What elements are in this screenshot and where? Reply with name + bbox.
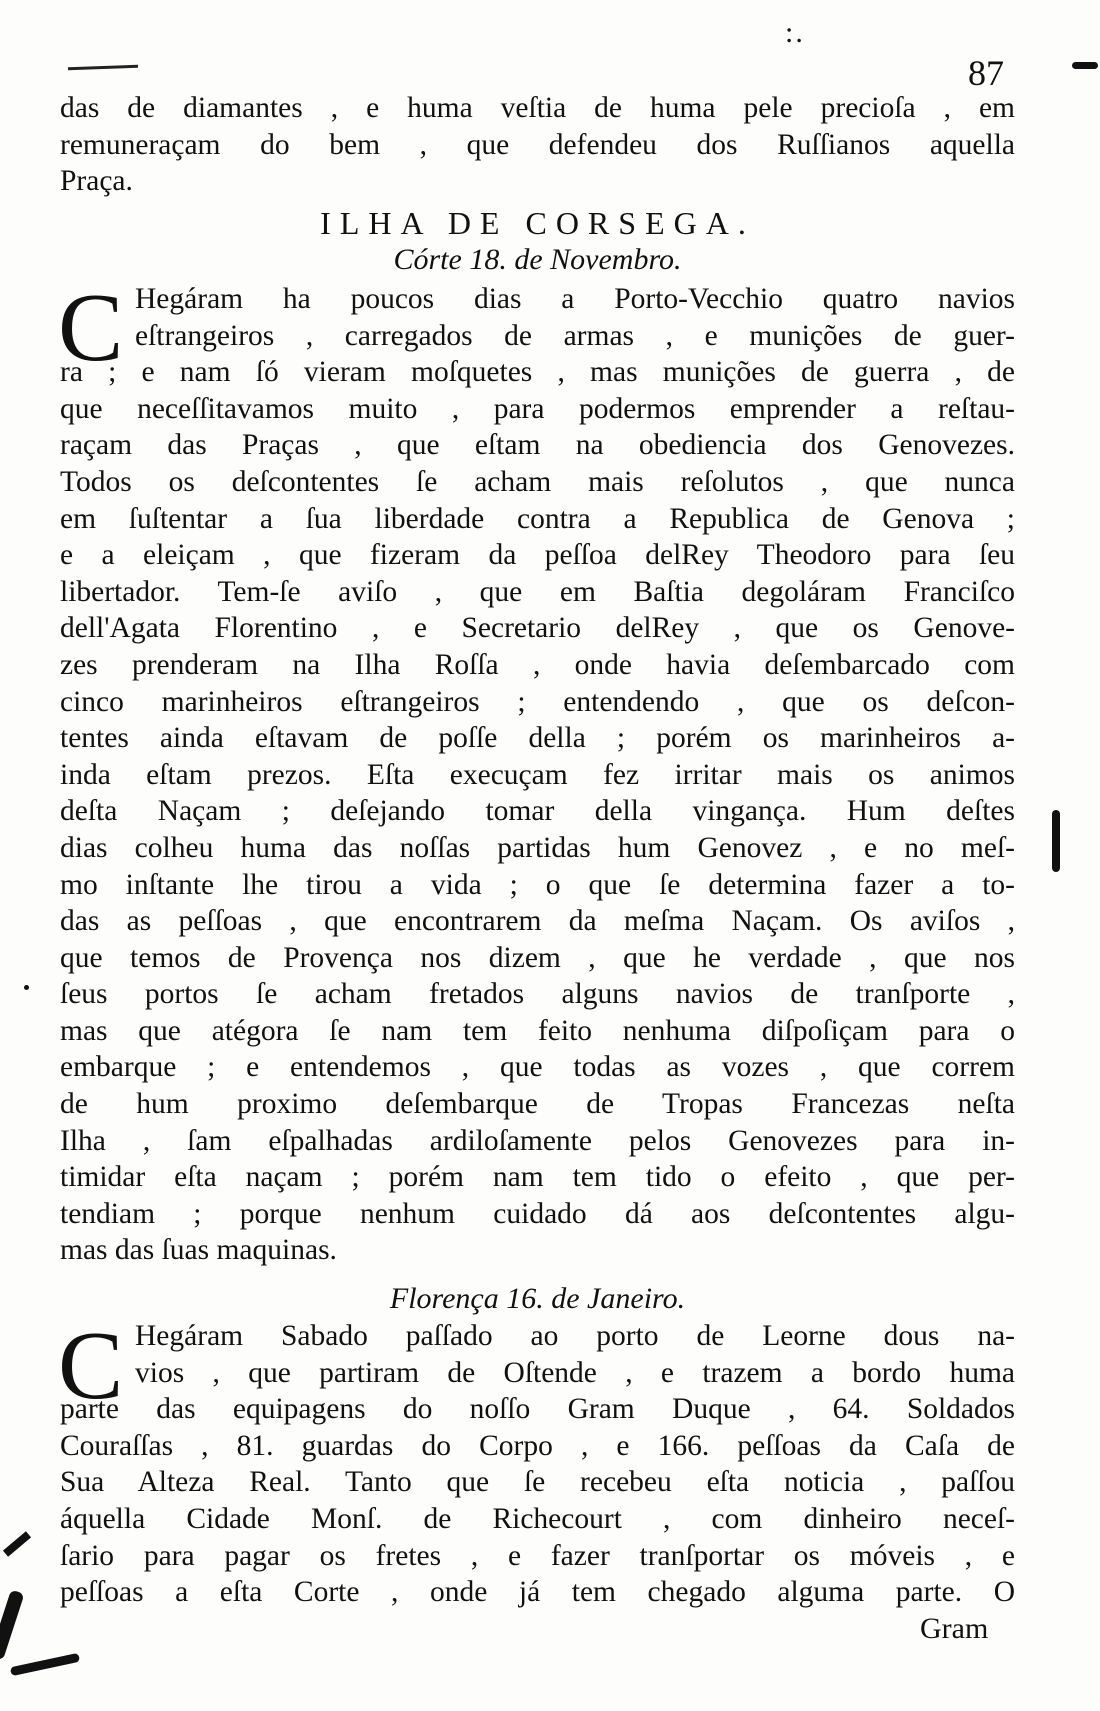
catchword: Gram bbox=[920, 1612, 989, 1645]
text-line: libertador. Tem-ſe aviſo , que em Baſtia degoláram Franciſco bbox=[60, 575, 1015, 608]
text-line: tentes ainda eſtavam de poſſe della ; porém os marinheiros a- bbox=[60, 722, 1015, 755]
text-line: Hegáram Sabado paſſado ao porto de Leorne dous na- bbox=[135, 1320, 1015, 1352]
text-line: parte das equipagens do noſſo Gram Duque , 64. Soldados bbox=[60, 1393, 1015, 1426]
text-line: mas que atégora ſe nam tem feito nenhuma diſpoſiçam para o bbox=[60, 1014, 1015, 1047]
article-corsega bbox=[58, 274, 1015, 1269]
dateline-florenca: Florença 16. de Janeiro. bbox=[389, 1282, 686, 1315]
text-line: ſario para pagar os fretes , e fazer tranſportar os móveis , e bbox=[60, 1539, 1015, 1572]
dropcap-1: C bbox=[58, 274, 124, 382]
text-line: zes prenderam na Ilha Roſſa , onde havia deſembarcado com bbox=[60, 648, 1015, 681]
text-line: ſeus portos ſe acham fretados alguns navios de tranſporte , bbox=[60, 978, 1015, 1011]
text-line: Todos os deſcontentes ſe acham mais reſolutos , que nunca bbox=[60, 465, 1015, 498]
text-line: cinco marinheiros eſtrangeiros ; entendendo , que os deſcon- bbox=[60, 685, 1015, 718]
intro-paragraph bbox=[60, 90, 1015, 200]
text-line: que temos de Provença nos dizem , que he verdade , que nos bbox=[60, 941, 1015, 974]
text-line: Couraſſas , 81. guardas do Corpo , e 166. peſſoas da Caſa de bbox=[60, 1429, 1015, 1462]
text-line: em ſuſtentar a ſua liberdade contra a Republica de Genova ; bbox=[60, 502, 1015, 535]
text-line: raçam das Praças , que eſtam na obediencia dos Genovezes. bbox=[60, 429, 1015, 462]
text-line: tendiam ; porque nenhum cuidado dá aos deſcontentes algu- bbox=[60, 1197, 1015, 1230]
ink-blot-left-1 bbox=[3, 1531, 31, 1556]
text-line: ra ; e nam ſó vieram moſquetes , mas munições de guerra , de bbox=[60, 356, 1015, 389]
text-line: eſtrangeiros , carregados de armas , e munições de guer- bbox=[135, 319, 1015, 352]
text-line: que neceſſitavamos muito , para podermos emprender a reſtau- bbox=[60, 392, 1015, 425]
text-line: inda eſtam prezos. Eſta execuçam fez irritar mais os animos bbox=[60, 758, 1015, 791]
ink-dash-left bbox=[68, 65, 138, 70]
text-line: Sua Alteza Real. Tanto que ſe recebeu eſta noticia , paſſou bbox=[60, 1466, 1015, 1499]
text-line: Praça. bbox=[60, 165, 133, 198]
text-line: das de diamantes , e huma veſtia de huma pele precioſa , em bbox=[60, 92, 1015, 124]
text-line: peſſoas a eſta Corte , onde já tem chegado alguma parte. O bbox=[60, 1576, 1015, 1609]
text-line: vios , que partiram de Oſtende , e trazem a bordo huma bbox=[135, 1356, 1015, 1389]
ink-blot-left-3 bbox=[10, 1653, 80, 1676]
text-line: Ilha , ſam eſpalhadas ardiloſamente pelos Genovezes para in- bbox=[60, 1124, 1015, 1157]
text-line: deſta Naçam ; deſejando tomar della vingança. Hum deſtes bbox=[60, 795, 1015, 828]
ink-blot-left-2 bbox=[0, 1590, 24, 1661]
text-line: de hum proximo deſembarque de Tropas Francezas neſta bbox=[60, 1088, 1015, 1121]
text-line: dias colheu huma das noſſas partidas hum Genovez , e no meſ- bbox=[60, 831, 1015, 864]
ink-dash-right bbox=[1072, 62, 1098, 69]
page-number: 87 bbox=[968, 53, 1004, 93]
text-line: Hegáram ha poucos dias a Porto-Vecchio quatro navios bbox=[135, 283, 1015, 315]
text-line: das as peſſoas , que encontrarem da meſma Naçam. Os aviſos , bbox=[60, 905, 1015, 938]
ink-blot-right bbox=[1052, 810, 1060, 872]
text-line: dell'Agata Florentino , e Secretario delRey , que os Genove- bbox=[60, 612, 1015, 645]
dropcap-2: C bbox=[58, 1312, 124, 1420]
text-line: remuneraçam do bem , que defendeu dos Ruſſianos aquella bbox=[60, 128, 1015, 161]
article-florenca bbox=[58, 1312, 1015, 1611]
text-line: embarque ; e entendemos , que todas as vozes , que correm bbox=[60, 1051, 1015, 1084]
text-line: mas das ſuas maquinas. bbox=[60, 1234, 337, 1267]
section-heading-corsega: ILHA DE CORSEGA. bbox=[320, 205, 755, 241]
top-marks: :. bbox=[785, 16, 805, 49]
text-line: timidar eſta naçam ; porém nam tem tido o efeito , que per- bbox=[60, 1161, 1015, 1194]
text-line: mo inſtante lhe tirou a vida ; o que ſe determina fazer a to- bbox=[60, 868, 1015, 901]
ink-dot bbox=[24, 985, 29, 990]
text-line: e a eleiçam , que fizeram da peſſoa delRey Theodoro para ſeu bbox=[60, 539, 1015, 572]
dateline-corte: Córte 18. de Novembro. bbox=[393, 243, 682, 276]
text-line: áquella Cidade Monſ. de Richecourt , com dinheiro neceſ- bbox=[60, 1502, 1015, 1535]
